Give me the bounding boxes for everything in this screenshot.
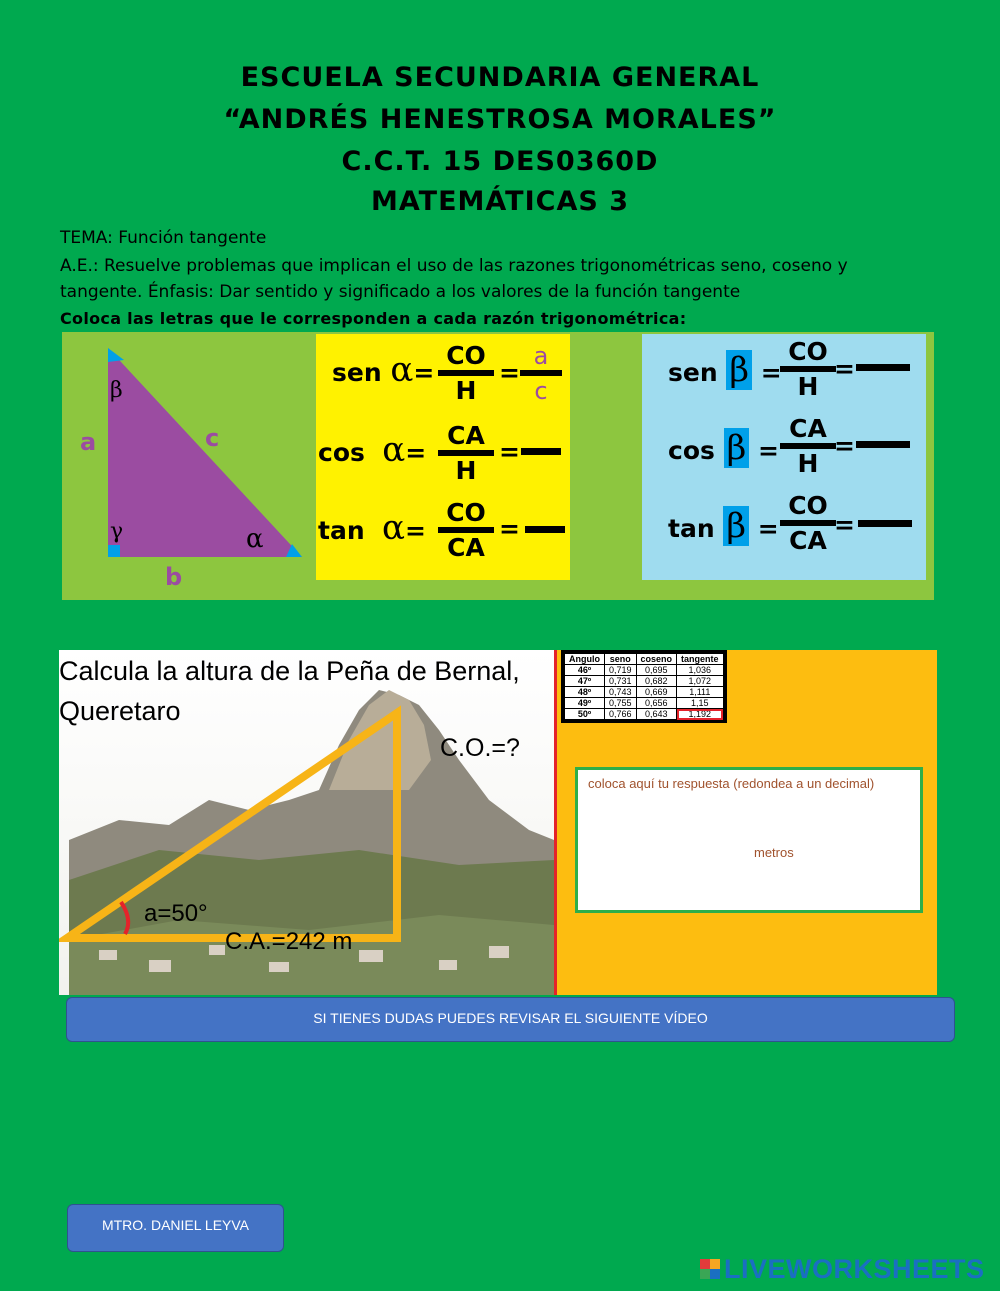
trig-table-cell: 0,695	[636, 665, 677, 676]
answer-prompt: coloca aquí tu respuesta (redondea a un decimal)	[588, 776, 875, 791]
trig-table-cell: 1,15	[677, 698, 724, 709]
equals-sign: =	[834, 354, 855, 383]
right-angle-marker	[108, 545, 120, 557]
equals-sign: =	[499, 437, 520, 466]
trig-table-cell: 0,656	[636, 698, 677, 709]
side-c-label: c	[205, 424, 220, 452]
trig-table-cell: 46º	[565, 665, 605, 676]
trig-table	[561, 650, 727, 723]
trig-table-cell: 0,643	[636, 709, 677, 720]
equals-sign: =	[499, 514, 520, 543]
trig-table-row	[565, 665, 724, 676]
equals-sign: =	[834, 431, 855, 460]
equals-sign: =	[499, 358, 520, 387]
sen-alpha-label: sen α=	[332, 350, 435, 390]
opposite-side-label: C.O.=?	[440, 734, 520, 762]
trig-table-row	[565, 709, 724, 720]
tan-alpha-label: tan α=	[318, 508, 426, 548]
instruction-text: Coloca las letras que le corresponden a cada razón trigonométrica:	[60, 309, 687, 328]
tan-alpha-fraction: $\frac{CO}{CA}$	[438, 499, 494, 563]
cos-alpha-fraction: $\frac{CA}{H}$	[438, 422, 494, 486]
problem-title-line2: Queretaro	[59, 696, 181, 726]
cos-alpha-answer-blank[interactable]	[521, 448, 561, 455]
sen-alpha-fraction: $\frac{CO}{H}$	[438, 342, 494, 406]
school-cct: C.C.T. 15 DES0360D	[341, 146, 659, 177]
trig-table-cell: 1,036	[677, 665, 724, 676]
problem-photo-panel	[59, 650, 554, 995]
trig-table-cell: 1,192	[677, 709, 724, 720]
trig-table-header-cell: coseno	[636, 654, 677, 665]
trig-table-row	[565, 687, 724, 698]
tan-beta-answer-blank[interactable]	[858, 520, 912, 527]
right-triangle-diagram	[62, 332, 312, 600]
answer-unit: metros	[754, 845, 794, 860]
problem-title-line1: Calcula la altura de la Peña de Bernal,	[59, 656, 520, 686]
trig-table-header-cell: Angulo	[565, 654, 605, 665]
school-name: ESCUELA SECUNDARIA GENERAL	[240, 62, 760, 93]
trig-table-cell: 0,719	[605, 665, 637, 676]
cos-beta-answer-blank[interactable]	[856, 441, 910, 448]
side-a-label: a	[80, 428, 97, 456]
trig-table-cell: 50º	[565, 709, 605, 720]
answer-box[interactable]	[575, 767, 923, 913]
trig-table-cell: 1,072	[677, 676, 724, 687]
trig-table-cell: 0,743	[605, 687, 637, 698]
equals-sign: =	[834, 510, 855, 539]
adjacent-side-label: C.A.=242 m	[225, 928, 353, 955]
trig-table-cell: 48º	[565, 687, 605, 698]
trig-table-cell: 0,731	[605, 676, 637, 687]
video-help-button[interactable]: SI TIENES DUDAS PUEDES REVISAR EL SIGUIENTE VÍDEO	[66, 997, 955, 1042]
trig-table-row	[565, 676, 724, 687]
cos-beta-label: cos β =	[668, 428, 779, 468]
learning-goal-line1: A.E.: Resuelve problemas que implican el uso de las razones trigonométricas seno, coseno y	[60, 256, 848, 276]
sen-alpha-answer[interactable]: $\frac{a}{c}$	[520, 342, 562, 406]
teacher-name-badge: MTRO. DANIEL LEYVA	[67, 1204, 284, 1252]
cos-alpha-label: cos α=	[318, 430, 427, 470]
trig-table-header-cell: tangente	[677, 654, 724, 665]
triangle-shape	[108, 348, 302, 557]
trig-table-cell: 49º	[565, 698, 605, 709]
gamma-label: γ	[110, 519, 124, 544]
beta-label: β	[110, 378, 123, 403]
brand-name: LIVEWORKSHEETS	[724, 1254, 985, 1284]
sen-beta-fraction: $\frac{CO}{H}$	[780, 338, 836, 402]
trig-table-cell: 0,682	[636, 676, 677, 687]
trig-table-cell: 0,755	[605, 698, 637, 709]
sen-beta-answer-blank[interactable]	[856, 364, 910, 371]
trig-table-header-cell: seno	[605, 654, 637, 665]
alpha-label: α	[246, 524, 264, 554]
trig-table-cell: 0,766	[605, 709, 637, 720]
topic-text: TEMA: Función tangente	[60, 228, 267, 248]
subject-title: MATEMÁTICAS 3	[370, 186, 629, 217]
tan-alpha-answer-blank[interactable]	[525, 526, 565, 533]
tan-beta-fraction: $\frac{CO}{CA}$	[780, 492, 836, 556]
trig-table-cell: 0,669	[636, 687, 677, 698]
cos-beta-fraction: $\frac{CA}{H}$	[780, 415, 836, 479]
trig-table-cell: 1,111	[677, 687, 724, 698]
trig-table-row	[565, 698, 724, 709]
trig-table-header	[565, 654, 724, 665]
trig-table-cell: 47º	[565, 676, 605, 687]
liveworksheets-logo-icon	[700, 1259, 720, 1279]
angle-label: a=50°	[144, 900, 208, 927]
school-full-name: “ANDRÉS HENESTROSA MORALES”	[223, 104, 777, 135]
sen-beta-label: sen β =	[668, 350, 782, 390]
learning-goal-line2: tangente. Énfasis: Dar sentido y significado a los valores de la función tangente	[60, 282, 741, 302]
tan-beta-label: tan β =	[668, 506, 779, 546]
side-b-label: b	[165, 563, 183, 591]
beta-angle-marker	[108, 348, 124, 362]
